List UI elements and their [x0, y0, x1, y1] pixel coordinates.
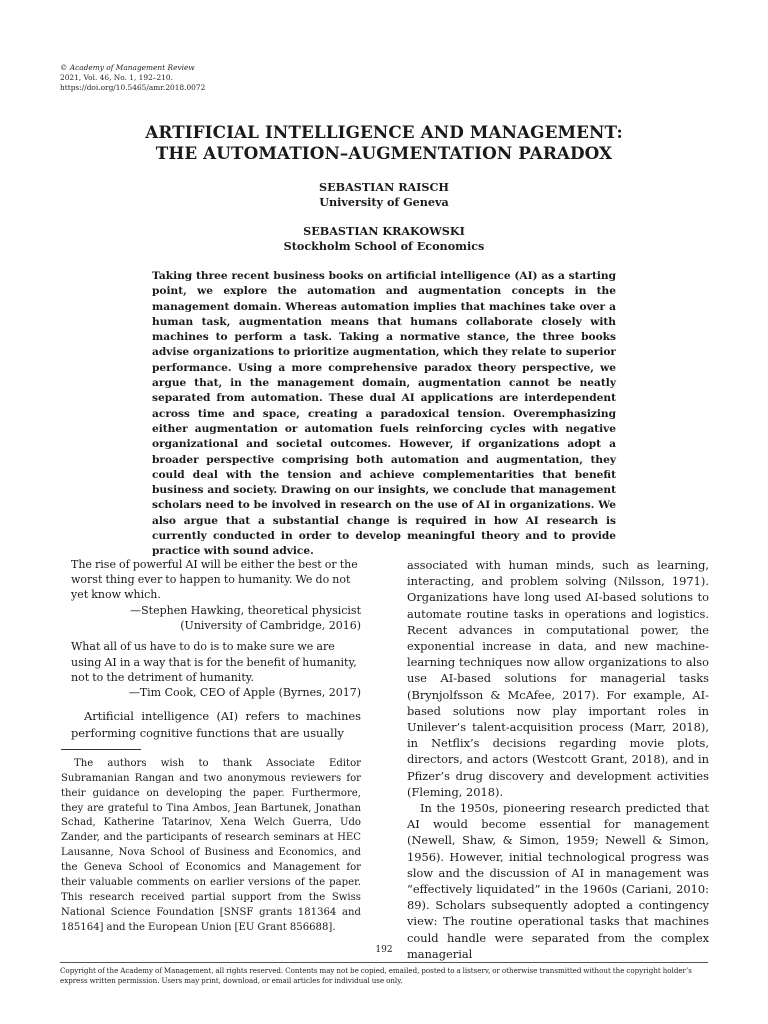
epigraph-attribution: —Stephen Hawking, theoretical physicist — [130, 603, 361, 617]
page-number: 192 — [375, 945, 393, 955]
right-column — [407, 557, 709, 962]
journal-info — [60, 63, 205, 94]
journal-name-line — [60, 63, 205, 73]
article-title — [60, 122, 708, 164]
abstract: Taking three recent business books on artificial intelligence (AI) as a starting point, we explore the automation and augmentation concepts in the management domain. Whereas automation implies that machines take over a human task, augmentation means that humans collaborate closely with machines to perform a task. Taking a normative stance, the three books advise organizations to prioritize augmentation, which they relate to superior performance. Using a more comprehensive paradox theory perspective, we argue that, in the management domain, augmentation cannot be neatly separated from automation. These dual AI applications are interdependent across time and space, creating a paradoxical tension. Overemphasizing either augmentation or automation fuels reinforcing cycles with negative organizational and societal outcomes. However, if organizations adopt a broader perspective comprising both automation and augmentation, they could deal with the tension and achieve complementarities that benefit business and society. Drawing on our insights, we conclude that management scholars need to be involved in research on the use of AI in organizations. We also argue that a substantial change is required in how AI research is currently conducted in order to develop meaningful theory and to provide practice with sound advice. — [152, 270, 616, 558]
epigraph-attribution-source: (University of Cambridge, 2016) — [180, 619, 361, 633]
journal-citation: 2021, Vol. 46, No. 1, 192–210. — [60, 73, 173, 83]
copyright-symbol: © — [60, 63, 68, 72]
title-line-1: ARTIFICIAL INTELLIGENCE AND MANAGEMENT: — [145, 122, 623, 142]
acknowledgment-footnote: The authors wish to thank Associate Editor Subramanian Rangan and two anonymous reviewers for their guidance on developing the paper. Furthermore, they are grateful to Tina Ambos, Jean Bartunek, Jonathan Schad, Katherine Tatarinov, Xena Welch Guerra, Udo Zander, and the participants of research seminars at HEC Lausanne, Nova School of Business and Economics, and the Geneva School of Economics and Management for their valuable comments on earlier versions of the paper. This research received partial support from the Swiss National Science Foundation [SNSF grants 181364 and 185164] and the European Union [EU Grant 856688]. — [61, 757, 361, 933]
epigraph-attribution: —Tim Cook, CEO of Apple (Byrnes, 2017) — [128, 686, 361, 700]
journal-doi[interactable]: https://doi.org/10.5465/amr.2018.0072 — [60, 83, 206, 93]
left-column — [61, 557, 361, 936]
author-affiliation: University of Geneva — [319, 195, 449, 209]
footnote-divider — [61, 749, 141, 750]
title-line-2: THE AUTOMATION–AUGMENTATION PARADOX — [155, 143, 613, 163]
author-block-1 — [60, 180, 708, 210]
epigraph-quote: The rise of powerful AI will be either the best or the worst thing ever to happen to humanity. We do not yet know which. — [71, 558, 358, 602]
author-block-2 — [60, 224, 708, 254]
body-paragraph: In the 1950s, pioneering research predicted that AI would become essential for management (Newell, Shaw, & Simon, 1959; Newell & Simon, 1956). However, initial technological progress was slow and the discussion of AI in management was “effectively liquidated” in the 1960s (Cariani, 2010: 89). Scholars subsequently adopted a contingency view: The routine operational tasks that machines could handle were separated from the complex managerial — [407, 801, 709, 961]
epigraph-quote: What all of us have to do is to make sure we are using AI in a way that is for the benefit of humanity, not to the detriment of humanity. — [71, 640, 357, 684]
author-affiliation: Stockholm School of Economics — [283, 239, 485, 253]
copyright-notice: Copyright of the Academy of Management, all rights reserved. Contents may not be copied, emailed, posted to a listserv, or otherwise transmitted without the copyright holder’s express written permission. Users may print, download, or email articles for individual use only. — [60, 966, 692, 985]
author-name: SEBASTIAN RAISCH — [319, 180, 449, 194]
footer-divider — [60, 962, 708, 963]
body-paragraph: Artificial intelligence (AI) refers to machines performing cognitive functions that are usually — [71, 709, 361, 740]
author-name: SEBASTIAN KRAKOWSKI — [303, 224, 465, 238]
journal-name: Academy of Management Review — [69, 63, 195, 72]
body-paragraph: associated with human minds, such as learning, interacting, and problem solving (Nilsson, 1971). Organizations have long used AI-based solutions to automate routine tasks in operations and logistics. Recent advances in computational power, the exponential increase in data, and new machine-learning techniques now allow organizations to also use AI-based solutions for managerial tasks (Brynjolfsson & McAfee, 2017). For example, AI-based solutions now play important roles in Unilever’s talent-acquisition process (Marr, 2018), in Netflix’s decisions regarding movie plots, directors, and actors (Westcott Grant, 2018), and in Pfizer’s drug discovery and development activities (Fleming, 2018). — [407, 558, 709, 799]
